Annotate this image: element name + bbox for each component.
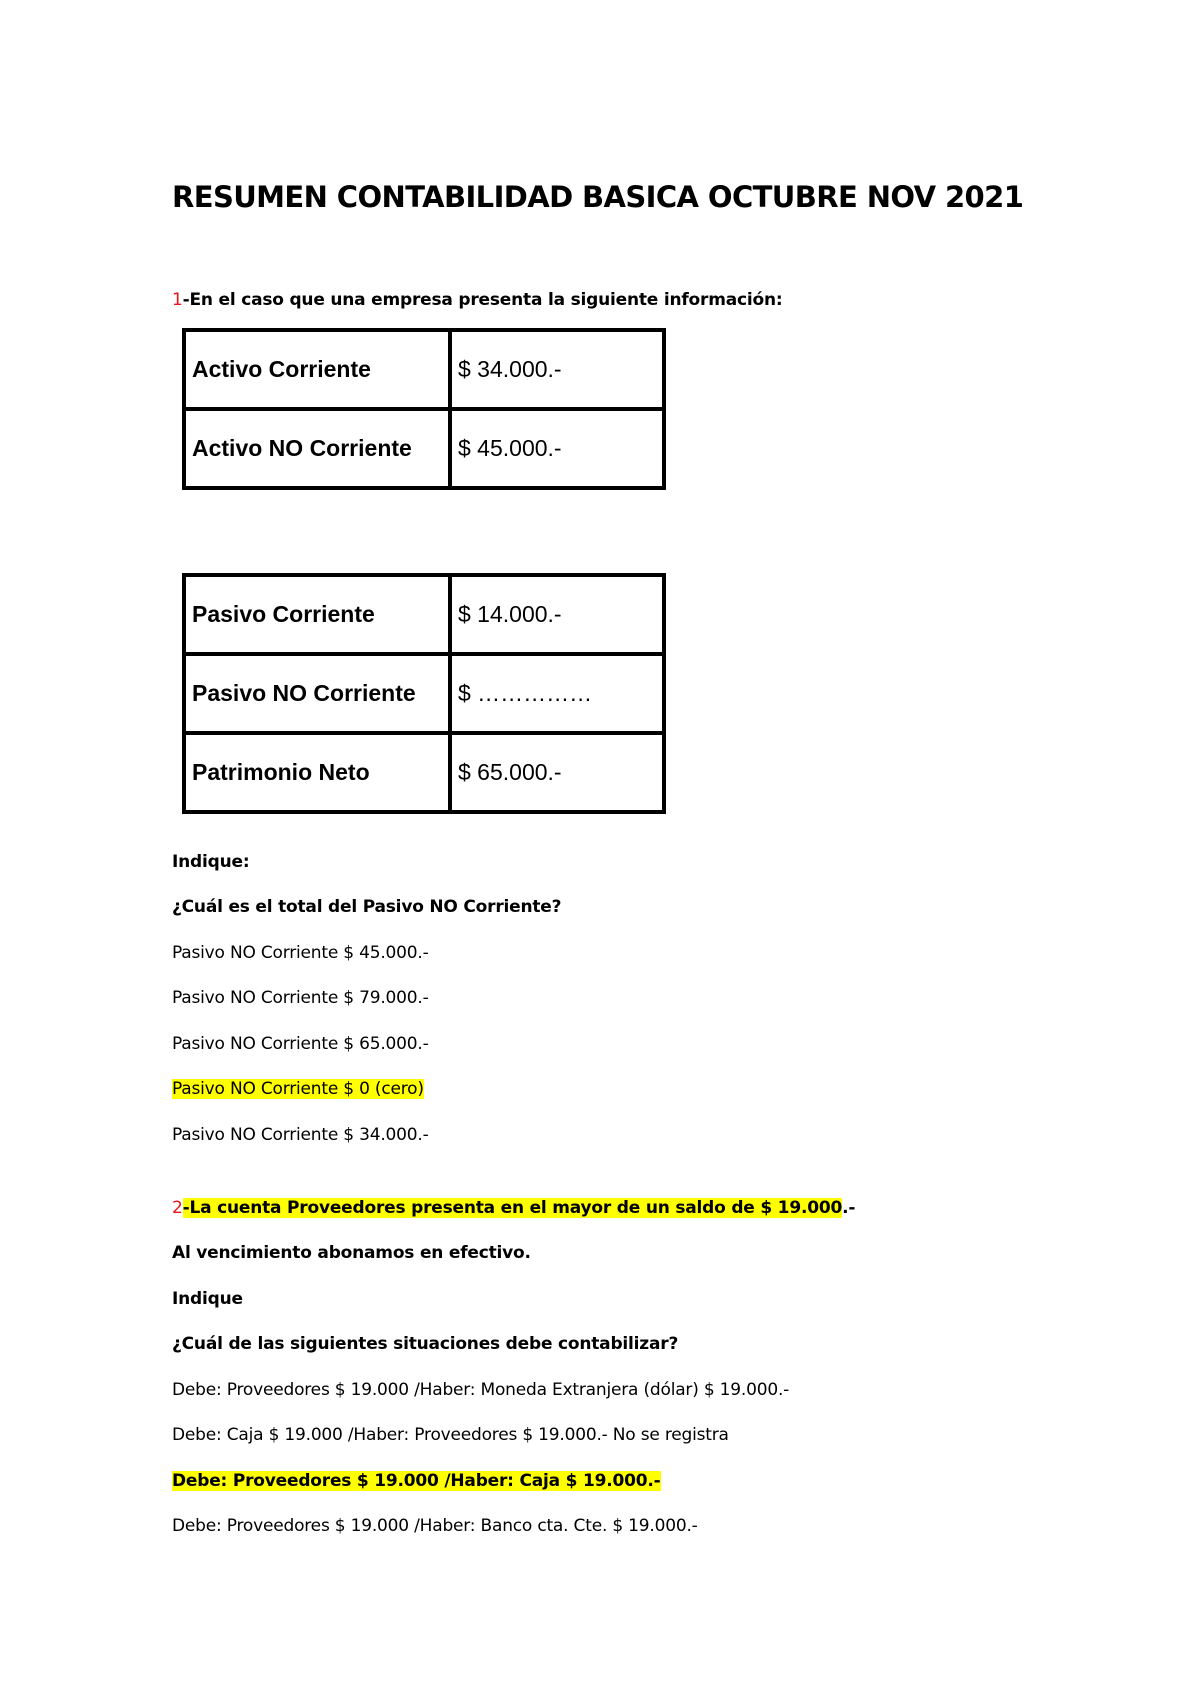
q2-option-2 (172, 1423, 729, 1447)
q2-option-text: Debe: Caja $ 19.000 /Haber: Proveedores $ 19.000.- No se registra (172, 1425, 729, 1445)
q2-indique: Indique (172, 1289, 243, 1309)
q1-prompt-text: -En el caso que una empresa presenta la siguiente información: (182, 290, 783, 310)
pasivo-no-corriente-label: Pasivo NO Corriente (184, 654, 450, 733)
q1-number: 1 (172, 290, 183, 310)
q1-option-4-highlighted (172, 1077, 424, 1101)
q2-option-1 (172, 1378, 789, 1402)
activo-no-corriente-value: $ 45.000.- (450, 409, 664, 488)
q1-question: ¿Cuál es el total del Pasivo NO Corriente? (172, 897, 562, 917)
q1-option-1 (172, 941, 429, 965)
q2-option-text: Debe: Proveedores $ 19.000 /Haber: Banco cta. Cte. $ 19.000.- (172, 1516, 698, 1536)
q2-option-4 (172, 1514, 698, 1538)
q1-option-text: Pasivo NO Corriente $ 45.000.- (172, 943, 429, 963)
activo-corriente-label: Activo Corriente (184, 330, 450, 409)
q2-number: 2 (172, 1198, 183, 1218)
table-row (184, 733, 664, 812)
q1-option-text: Pasivo NO Corriente $ 34.000.- (172, 1125, 429, 1145)
q1-option-2 (172, 986, 429, 1010)
patrimonio-neto-value: $ 65.000.- (450, 733, 664, 812)
table-row (184, 409, 664, 488)
pasivo-no-corriente-value: $ …………… (450, 654, 664, 733)
q2-prompt-text: -La cuenta Proveedores presenta en el mayor de un saldo de $ 19.000 (182, 1198, 843, 1218)
activo-table (182, 328, 666, 490)
table-row (184, 654, 664, 733)
pasivo-corriente-label: Pasivo Corriente (184, 575, 450, 654)
q1-prompt (172, 288, 782, 312)
q1-option-text: Pasivo NO Corriente $ 79.000.- (172, 988, 429, 1008)
q2-line2: Al vencimiento abonamos en efectivo. (172, 1243, 531, 1263)
q1-indique: Indique: (172, 852, 250, 872)
patrimonio-neto-label: Patrimonio Neto (184, 733, 450, 812)
q1-option-5 (172, 1123, 429, 1147)
q2-option-text: Debe: Proveedores $ 19.000 /Haber: Moneda Extranjera (dólar) $ 19.000.- (172, 1380, 790, 1400)
q2-option-text: Debe: Proveedores $ 19.000 /Haber: Caja $ 19.000.- (172, 1471, 661, 1491)
q2-option-3-highlighted (172, 1469, 661, 1493)
activo-corriente-value: $ 34.000.- (450, 330, 664, 409)
table-row (184, 575, 664, 654)
pasivo-corriente-value: $ 14.000.- (450, 575, 664, 654)
document-title: RESUMEN CONTABILIDAD BASICA OCTUBRE NOV 2021 (172, 180, 1024, 214)
q2-question: ¿Cuál de las siguientes situaciones debe contabilizar? (172, 1334, 679, 1354)
q2-prompt-tail: .- (842, 1198, 856, 1218)
pasivo-table (182, 573, 666, 814)
q1-option-3 (172, 1032, 429, 1056)
table-row (184, 330, 664, 409)
q1-option-text: Pasivo NO Corriente $ 65.000.- (172, 1034, 429, 1054)
q2-prompt (172, 1196, 855, 1220)
activo-no-corriente-label: Activo NO Corriente (184, 409, 450, 488)
q1-option-text: Pasivo NO Corriente $ 0 (cero) (172, 1079, 424, 1099)
